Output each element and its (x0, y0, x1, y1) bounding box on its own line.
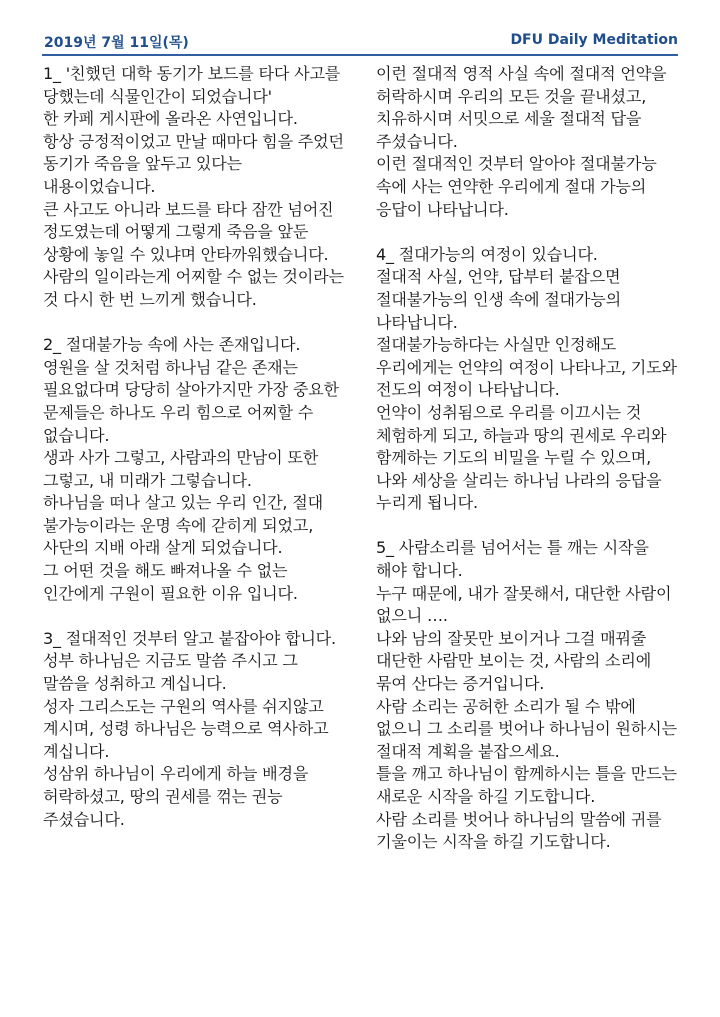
paragraph: 성부 하나님은 지금도 말씀 주시고 그 말씀을 성취하고 계십니다. (43, 651, 298, 694)
right-column (376, 63, 680, 876)
paragraph: 영원을 살 것처럼 하나님 같은 존재는 필요없다며 당당히 살아가지만 가장 중요한 문제들은 하나도 우리 힘으로 어찌할 수 없습니다. (43, 357, 339, 445)
paragraph: 누구 때문에, 내가 잘못해서, 대단한 사람이 없으니 …. (376, 583, 672, 626)
section-3 (43, 628, 347, 831)
header-divider (42, 54, 678, 56)
section-1 (43, 63, 347, 312)
paragraph: 이런 절대적 영적 사실 속에 절대적 언약을 허락하시며 우리의 모든 것을 끝내셨고, 치유하시며 서밋으로 세울 절대적 답을 주셨습니다. (376, 64, 667, 151)
section-heading: 1_ '친했던 대학 동기가 보드를 타다 사고를 당했는데 식물인간이 되었습니다' (43, 64, 341, 106)
section-heading: 4_ 절대가능의 여정이 있습니다. (376, 244, 598, 264)
section-5 (376, 537, 680, 853)
left-column (43, 63, 347, 854)
paragraph: 그 어떤 것을 해도 빠져나올 수 없는 인간에게 구원이 필요한 이유 입니다. (43, 561, 298, 603)
paragraph: 한 카페 게시판에 올라온 사연입니다. (43, 109, 298, 129)
paragraph: 성자 그리스도는 구원의 역사를 쉬지않고 계시며, 성령 하나님은 능력으로 역사하고 계십니다. (43, 696, 329, 761)
paragraph: 하나님을 떠나 살고 있는 우리 인간, 절대 불가능이라는 운명 속에 갇히게 되었고, 사단의 지배 아래 살게 되었습니다. (43, 493, 323, 558)
paragraph: 언약이 성취됨으로 우리를 이끄시는 것 체험하게 되고, 하늘과 땅의 권세로 우리와 함께하는 기도의 비밀을 누릴 수 있으며, 나와 세상을 살리는 하나님 나라의 응답을 누리게 됩니다. (376, 402, 667, 513)
section-heading: 2_ 절대불가능 속에 사는 존재입니다. (43, 335, 301, 355)
section-heading: 5_ 사람소리를 넘어서는 틀 깨는 시작을 해야 합니다. (376, 538, 649, 581)
section-4 (376, 244, 680, 515)
header-brand: DFU Daily Meditation (510, 32, 678, 48)
paragraph: 나와 남의 잘못만 보이거나 그걸 매꿔줄 대단한 사람만 보이는 것, 사람의 소리에 묶여 산다는 증거입니다. (376, 628, 652, 694)
paragraph: 틀을 깨고 하나님이 함께하시는 틀을 만드는 새로운 시작을 하길 기도합니다. (376, 764, 677, 806)
paragraph: 사람 소리를 벗어나 하나님의 말씀에 귀를 기울이는 시작을 하길 기도합니다. (376, 809, 662, 852)
paragraph: 큰 사고도 아니라 보드를 타다 잠깐 넘어진 정도였는데 어떻게 그렇게 죽음을 앞둔 상황에 놓일 수 있냐며 안타까워했습니다. (43, 199, 334, 264)
section-2 (43, 334, 347, 605)
paragraph: 사람의 일이라는게 어찌할 수 없는 것이라는 것 다시 한 번 느끼게 했습니다. (43, 267, 344, 309)
page-header (42, 28, 678, 54)
paragraph: 절대적 사실, 언약, 답부터 붙잡으면 절대불가능의 인생 속에 절대가능의 나타납니다. (376, 267, 621, 332)
header-date: 2019년 7월 11일(목) (44, 35, 189, 51)
section-heading: 3_ 절대적인 것부터 알고 붙잡아야 합니다. (43, 628, 336, 648)
paragraph: 생과 사가 그렇고, 사람과의 만남이 또한 그렇고, 내 미래가 그렇습니다. (43, 448, 319, 490)
paragraph: 사람 소리는 공허한 소리가 될 수 밖에 없으니 그 소리를 벗어나 하나님이 원하시는 절대적 계획을 붙잡으세요. (376, 696, 677, 761)
paragraph: 성삼위 하나님이 우리에게 하늘 배경을 허락하셨고, 땅의 권세를 꺾는 권능 주셨습니다. (43, 764, 309, 829)
paragraph: 항상 긍정적이었고 만날 때마다 힘을 주었던 동기가 죽음을 앞두고 있다는 내용이었습니다. (43, 131, 344, 196)
section-3-continued (376, 63, 680, 221)
paragraph: 절대불가능하다는 사실만 인정해도 우리에게는 언약의 여정이 나타나고, 기도와 전도의 여정이 나타납니다. (376, 335, 677, 400)
paragraph: 이런 절대적인 것부터 알아야 절대불가능 속에 사는 연약한 우리에게 절대 가능의 응답이 나타납니다. (376, 154, 657, 219)
